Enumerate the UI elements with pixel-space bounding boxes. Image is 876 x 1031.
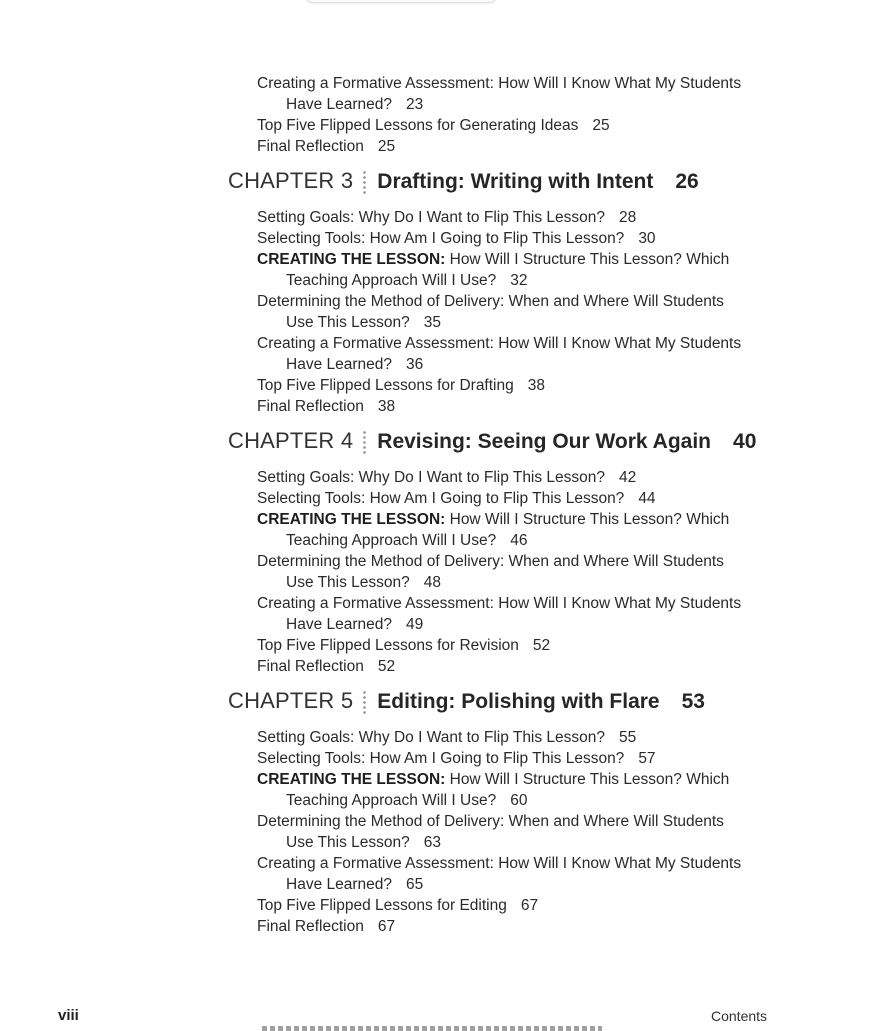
entry-text: Determining the Method of Delivery: When and Where Will Students xyxy=(257,293,724,310)
entry-page-number: 23 xyxy=(406,96,424,113)
entry-text: Creating a Formative Assessment: How Will I Know What My Students xyxy=(257,75,742,92)
toc-entry[interactable] xyxy=(257,748,787,769)
entry-text: Final Reflection xyxy=(257,658,364,675)
toc-entry[interactable] xyxy=(257,115,787,136)
entry-text: Top Five Flipped Lessons for Generating Ideas xyxy=(257,117,579,134)
chapter-label: CHAPTER 5 xyxy=(228,688,354,713)
entry-page-number: 36 xyxy=(406,356,424,373)
entry-page-number: 46 xyxy=(510,532,528,549)
toc-entry[interactable] xyxy=(257,916,787,937)
entry-page-number: 32 xyxy=(510,272,528,289)
entry-text: Creating a Formative Assessment: How Will I Know What My Students xyxy=(257,595,742,612)
entry-text: Top Five Flipped Lessons for Editing xyxy=(257,897,507,914)
dotted-divider xyxy=(363,690,366,716)
toc-entry[interactable] xyxy=(257,656,787,677)
chapter-title: Revising: Seeing Our Work Again xyxy=(377,430,712,453)
entry-text: Determining the Method of Delivery: When and Where Will Students xyxy=(257,813,724,830)
entry-continuation: Teaching Approach Will I Use? xyxy=(286,532,497,549)
chapter-page-number: 40 xyxy=(733,430,757,453)
entry-bold-prefix: CREATING THE LESSON: xyxy=(257,771,446,788)
chapter-heading[interactable] xyxy=(228,428,756,458)
running-head: Contents xyxy=(711,1008,768,1024)
chapter-heading[interactable] xyxy=(228,168,699,198)
entry-page-number: 42 xyxy=(619,469,637,486)
toc-entry[interactable] xyxy=(257,228,787,249)
entry-page-number: 52 xyxy=(532,637,551,654)
entry-continuation: Teaching Approach Will I Use? xyxy=(286,272,497,289)
entry-page-number: 65 xyxy=(406,876,424,893)
entry-text: How Will I Structure This Lesson? Which xyxy=(445,251,730,268)
toc-entry[interactable] xyxy=(257,136,787,157)
entry-bold-prefix: CREATING THE LESSON: xyxy=(257,251,446,268)
toc-entry[interactable] xyxy=(257,811,787,853)
entry-text: Top Five Flipped Lessons for Revision xyxy=(257,637,519,654)
toc-entry[interactable] xyxy=(257,895,787,916)
entry-continuation: Teaching Approach Will I Use? xyxy=(286,792,497,809)
page-edge-shadow xyxy=(305,0,497,2)
toc-entry[interactable] xyxy=(257,396,787,417)
chapter-label: CHAPTER 4 xyxy=(228,428,354,453)
entry-continuation: Use This Lesson? xyxy=(286,314,410,331)
entry-page-number: 55 xyxy=(619,729,637,746)
entry-page-number: 25 xyxy=(377,138,396,155)
entry-page-number: 67 xyxy=(377,918,396,935)
entry-continuation: Use This Lesson? xyxy=(286,574,410,591)
toc-entry[interactable] xyxy=(257,551,787,593)
entry-text: Setting Goals: Why Do I Want to Flip This Lesson? xyxy=(257,209,606,226)
entry-text: Setting Goals: Why Do I Want to Flip This Lesson? xyxy=(257,469,606,486)
toc-entry[interactable] xyxy=(257,249,787,291)
entry-page-number: 52 xyxy=(377,658,396,675)
entry-continuation: Have Learned? xyxy=(286,876,392,893)
entry-text: Final Reflection xyxy=(257,138,364,155)
toc-entry[interactable] xyxy=(257,375,787,396)
toc-entry[interactable] xyxy=(257,509,787,551)
toc-entry[interactable] xyxy=(257,635,787,656)
entry-page-number: 25 xyxy=(592,117,610,134)
entry-text: Top Five Flipped Lessons for Drafting xyxy=(257,377,514,394)
entry-page-number: 30 xyxy=(638,230,656,247)
entry-continuation: Have Learned? xyxy=(286,616,392,633)
entry-text: Creating a Formative Assessment: How Will I Know What My Students xyxy=(257,855,742,872)
toc-entry[interactable] xyxy=(257,488,787,509)
entry-text: Creating a Formative Assessment: How Will I Know What My Students xyxy=(257,335,742,352)
entry-continuation: Have Learned? xyxy=(286,356,392,373)
entry-text: How Will I Structure This Lesson? Which xyxy=(445,771,730,788)
chapter-title: Drafting: Writing with Intent xyxy=(377,170,654,193)
entry-page-number: 35 xyxy=(423,314,442,331)
entry-page-number: 38 xyxy=(377,398,396,415)
entry-bold-prefix: CREATING THE LESSON: xyxy=(257,511,446,528)
page-folio: viii xyxy=(58,1007,79,1024)
entry-text: Selecting Tools: How Am I Going to Flip This Lesson? xyxy=(257,490,625,507)
next-page-edge xyxy=(262,1026,602,1031)
entry-text: Setting Goals: Why Do I Want to Flip This Lesson? xyxy=(257,729,606,746)
entry-text: Selecting Tools: How Am I Going to Flip This Lesson? xyxy=(257,750,625,767)
toc-entry[interactable] xyxy=(257,593,787,635)
chapter-title: Editing: Polishing with Flare xyxy=(377,690,660,713)
entry-text: Final Reflection xyxy=(257,398,364,415)
chapter-label: CHAPTER 3 xyxy=(228,168,354,193)
toc-entry[interactable] xyxy=(257,291,787,333)
entry-page-number: 67 xyxy=(520,897,539,914)
entry-text: Selecting Tools: How Am I Going to Flip This Lesson? xyxy=(257,230,625,247)
chapter-heading[interactable] xyxy=(228,688,705,718)
entry-text: How Will I Structure This Lesson? Which xyxy=(445,511,730,528)
chapter-page-number: 26 xyxy=(675,170,699,193)
toc-entry[interactable] xyxy=(257,727,787,748)
toc-entry[interactable] xyxy=(257,467,787,488)
entry-page-number: 57 xyxy=(638,750,656,767)
toc-entry[interactable] xyxy=(257,73,787,115)
entry-page-number: 44 xyxy=(638,490,656,507)
toc-entry[interactable] xyxy=(257,853,787,895)
entry-text: Determining the Method of Delivery: When and Where Will Students xyxy=(257,553,724,570)
entry-continuation: Use This Lesson? xyxy=(286,834,410,851)
entry-text: Final Reflection xyxy=(257,918,364,935)
entry-page-number: 49 xyxy=(406,616,424,633)
entry-page-number: 63 xyxy=(423,834,442,851)
entry-page-number: 60 xyxy=(510,792,528,809)
entry-page-number: 28 xyxy=(619,209,637,226)
toc-entry[interactable] xyxy=(257,333,787,375)
dotted-divider xyxy=(363,170,366,196)
toc-entry[interactable] xyxy=(257,207,787,228)
entry-page-number: 48 xyxy=(423,574,442,591)
dotted-divider xyxy=(363,430,366,456)
toc-entry[interactable] xyxy=(257,769,787,811)
chapter-page-number: 53 xyxy=(681,690,705,713)
entry-continuation: Have Learned? xyxy=(286,96,392,113)
entry-page-number: 38 xyxy=(527,377,545,394)
